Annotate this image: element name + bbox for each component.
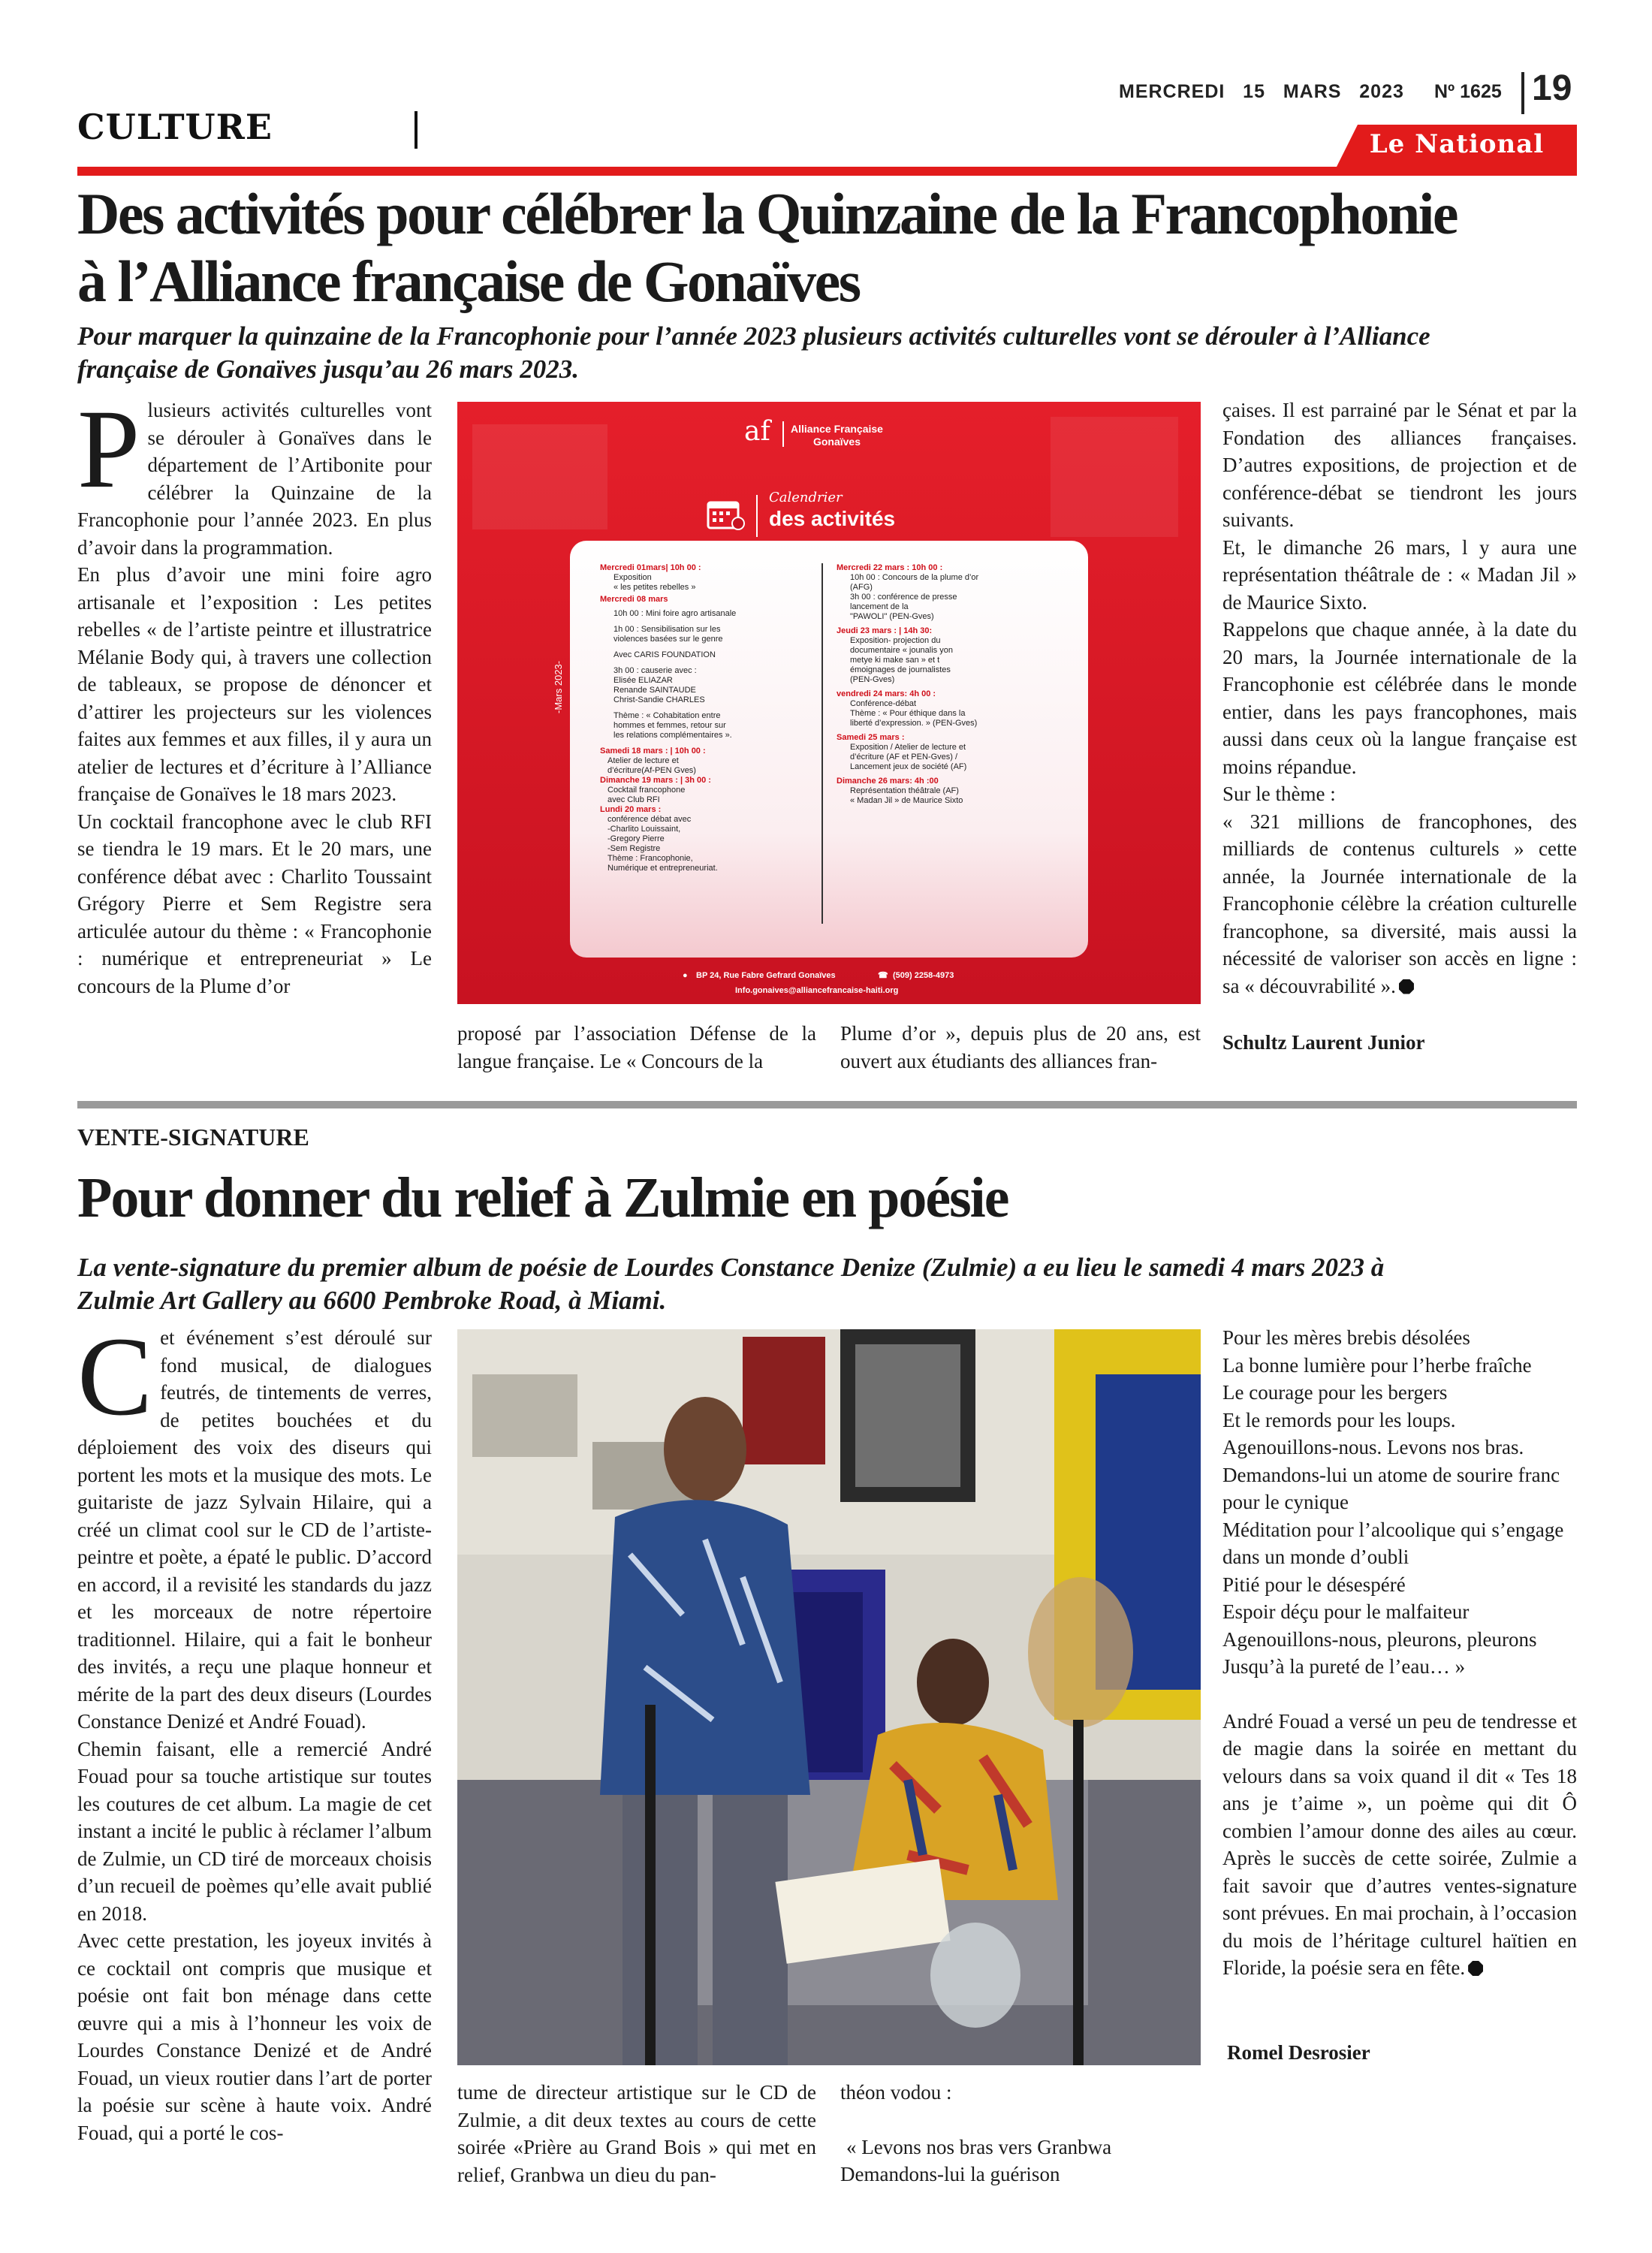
calendar-title: des activités bbox=[769, 507, 896, 530]
schedule-entry: vendredi 24 mars: 4h 00 : bbox=[837, 689, 936, 698]
calendar-script: Calendrier bbox=[769, 490, 843, 505]
schedule-entry: Avec CARIS FOUNDATION bbox=[613, 650, 716, 659]
logo-divider bbox=[782, 421, 784, 447]
photo-scene bbox=[457, 1329, 1201, 2065]
poster-footer bbox=[457, 967, 1201, 1004]
article1-lead-line1: Pour marquer la quinzaine de la Francophonie pour l’année 2023 plusieurs activités culturelles vont se dérouler à l’Alliance bbox=[77, 321, 1430, 351]
schedule-entry: Mercredi 22 mars : 10h 00 : bbox=[837, 563, 943, 572]
page-number: 19 bbox=[1532, 68, 1572, 108]
schedule-entry: Dimanche 19 mars : | 3h 00 : bbox=[600, 776, 711, 785]
article1-col3: Plume d’or », depuis plus de 20 ans, est ouvert aux étudiants des alliances fran- bbox=[840, 1022, 1201, 1072]
end-mark-icon bbox=[1399, 979, 1414, 994]
article2-kicker: VENTE-SIGNATURE bbox=[77, 1123, 309, 1151]
schedule-entry: 1h 00 : Sensibilisation sur les violences basées sur le genre bbox=[613, 625, 723, 644]
article2-lead bbox=[77, 1251, 1579, 1317]
article2-col3-l1: théon vodou : bbox=[840, 2081, 952, 2104]
schedule-entry: Représentation théâtrale (AF) « Madan Jil » de Maurice Sixto bbox=[850, 786, 963, 805]
poem-line: Méditation pour l’alcoolique qui s’engage dans un monde d’oubli bbox=[1222, 1518, 1564, 1568]
event-poster-image bbox=[457, 402, 1201, 1004]
phone-icon: ☎ bbox=[878, 971, 888, 980]
poem-line: Et le remords pour les loups. bbox=[1222, 1408, 1456, 1431]
article2-col3-l3: Demandons-lui la guérison bbox=[840, 2163, 1060, 2185]
section-rule bbox=[77, 1101, 1577, 1108]
article2-col4 bbox=[1222, 1324, 1577, 1982]
brand-name: Le National bbox=[1369, 129, 1545, 159]
article1-lead-line2: française de Gonaïves jusqu’au 26 mars 2023. bbox=[77, 354, 579, 384]
article1-col1-p2: En plus d’avoir une mini foire agro artisanale et l’exposition : Les petites rebelles « de l’artiste peintre et illustratrice Mélanie Body qui, à travers une collection de tableaux, se propose de dénoncer et d’attirer les projecteurs sur les violences faites aux femmes et aux filles, il y aura un atelier de lectures et d’écriture à l’Alliance française de Gonaïves le 18 mars 2023. bbox=[77, 563, 432, 805]
article1-col4-p4: Sur le thème : bbox=[1222, 783, 1336, 805]
article1-col1 bbox=[77, 397, 432, 1057]
schedule-entry: Jeudi 23 mars : | 14h 30: bbox=[837, 626, 933, 635]
poem-line: Agenouillons-nous. Levons nos bras. bbox=[1222, 1436, 1524, 1458]
article2-col4-p2: André Fouad a versé un peu de tendresse et de magie dans la soirée en mettant du velours dans sa voix quand il dit « Tes 18 ans je t’aime », un poème qui dit Ô combien l’amour donne des ailes au cœur. Après le succès de cette soirée, Zulmie a fait savoir que d’autres ventes-signature sont prévues. En mai prochain, à l’occasion du mois de l’héritage culturel haïtien en Floride, la poésie sera en fête. bbox=[1222, 1709, 1577, 1979]
schedule-entry: Exposition / Atelier de lecture et d’écriture (AF et PEN-Gves) / Lancement jeux de société (AF) bbox=[850, 743, 967, 771]
poem-line: Jusqu’à la pureté de l’eau… » bbox=[1222, 1655, 1466, 1678]
vente-signature-photo bbox=[457, 1329, 1201, 2065]
schedule-entry: Dimanche 26 mars: 4h :00 bbox=[837, 777, 939, 786]
article2-col1-p1: et événement s’est déroulé sur fond musical, de dialogues feutrés, de tintements de verres, de petites bouchées et du déploiement des voix des diseurs qui portent les mots et la musique des mots. Le guitariste de jazz Sylvain Hilaire, qui a créé un climat cool sur le CD de l’artiste-peintre et poète, a épaté le public. D’accord en accord, il a revisité les standards du jazz et les morceaux de notre répertoire traditionnel. Hilaire, qui a fait le bonheur des invités, a reçu une plaque honneur et mérite de la part des deux diseurs (Lourdes Constance Denizé et André Fouad). bbox=[77, 1326, 432, 1733]
article2-lead-line1: La vente-signature du premier album de poésie de Lourdes Constance Denize (Zulmie) a eu lieu le samedi 4 mars 2023 à bbox=[77, 1253, 1385, 1282]
schedule-entry: conférence débat avec -Charlito Louissaint, -Gregory Pierre -Sem Registre Thème : Francophonie, Numérique et entrepreneuriat. bbox=[607, 815, 718, 873]
article2-col1 bbox=[77, 1324, 432, 2173]
schedule-entry: 10h 00 : Concours de la plume d’or (AFG) 3h 00 : conférence de presse lancement de la "PAWOLI" (PEN-Gves) bbox=[850, 573, 979, 621]
article1-col1-p3: Un cocktail francophone avec le club RFI se tiendra le 19 mars. Et le 20 mars, une conférence débat avec : Charlito Toussaint Grégory Pierre et Sem Registre sera articulée autour du thème : « Francophonie : numérique et entrepreneuriat » Le concours de la Plume d’or bbox=[77, 810, 432, 997]
article1-headline bbox=[77, 180, 1579, 315]
section-label: CULTURE bbox=[77, 107, 273, 147]
article1-col4 bbox=[1222, 397, 1577, 1000]
article1-lead bbox=[77, 320, 1579, 386]
title-divider bbox=[756, 495, 758, 537]
schedule-entry: Mercredi 08 mars bbox=[600, 595, 668, 604]
article2-col3-l2: « Levons nos bras vers Granbwa bbox=[846, 2135, 1112, 2158]
article2-lead-line2: Zulmie Art Gallery au 6600 Pembroke Road, à Miami. bbox=[77, 1286, 667, 1315]
header-divider bbox=[1521, 72, 1524, 114]
article1-col4-p3: Rappelons que chaque année, à la date du 20 mars, la Journée internationale de la Francophonie est célébrée dans le monde entier, dans les pays francophones, mais aussi dans ceux où la langue française est moins répandue. bbox=[1222, 618, 1577, 778]
calendar-icon bbox=[705, 498, 746, 531]
map-pin-icon: ● bbox=[683, 971, 688, 980]
header-rule bbox=[77, 167, 1577, 176]
article2-headline: Pour donner du relief à Zulmie en poésie bbox=[77, 1166, 1008, 1229]
article1-col2: proposé par l’association Défense de la langue française. Le « Concours de la bbox=[457, 1022, 816, 1072]
end-mark-icon bbox=[1468, 1961, 1483, 1976]
article2-col2: tume de directeur artistique sur le CD de Zulmie, a dit deux textes au cours de cette soirée «Prière au Grand Bois » qui met en relief, Granbwa un dieu du pan- bbox=[457, 2081, 816, 2186]
article1-col1-p1: lusieurs activités culturelles vont se dérouler à Gonaïves dans le département de l’Artibonite pour célébrer la Quinzaine de la Francophonie pour l’année 2023. En plus d’avoir dans la programmation. bbox=[77, 399, 432, 559]
article2-col3 bbox=[840, 2079, 1201, 2188]
poem-line: Le courage pour les bergers bbox=[1222, 1381, 1448, 1404]
poem-line: Agenouillons-nous, pleurons, pleurons bbox=[1222, 1627, 1537, 1651]
article1-col4-p2: Et, le dimanche 26 mars, l y aura une représentation théâtrale de : « Madan Jil » de Maurice Sixto. bbox=[1222, 535, 1577, 614]
schedule-entry: Samedi 18 mars : | 10h 00 : bbox=[600, 746, 706, 756]
issue-date: MERCREDI 15 MARS 2023 bbox=[1119, 81, 1404, 102]
schedule-entry: Conférence-débat Thème : « Pour éthique dans la liberté d’expression. » (PEN-Gves) bbox=[850, 699, 978, 728]
af-logo: af bbox=[744, 416, 770, 447]
article1-headline-line2: à l’Alliance française de Gonaïves bbox=[77, 249, 860, 314]
schedule-entry: Mercredi 01mars| 10h 00 : bbox=[600, 563, 701, 572]
schedule-entry: Thème : « Cohabitation entre hommes et femmes, retour sur les relations complémentaires ». bbox=[613, 711, 732, 740]
dropcap: P bbox=[77, 397, 140, 511]
schedule-entry: Atelier de lecture et d’écriture(Af-PEN Gves) bbox=[607, 756, 696, 775]
issue-number: Nº 1625 bbox=[1434, 81, 1502, 102]
article1-byline: Schultz Laurent Junior bbox=[1222, 1031, 1425, 1054]
schedule-entry: Samedi 25 mars : bbox=[837, 733, 905, 742]
article1-col4-p5: « 321 millions de francophones, des milliards de contenus culturels » cette année, la Journée internationale de la Francophonie célèbre la création culturelle francophone, sa diversité, mais aussi la nécessité de valoriser son accès en ligne : sa « découvrabilité ». bbox=[1222, 810, 1577, 997]
schedule-left bbox=[600, 563, 795, 873]
schedule-divider bbox=[821, 563, 823, 924]
poster-phone: (509) 2258-4973 bbox=[893, 971, 954, 980]
schedule-card bbox=[553, 541, 1088, 958]
poster-address: BP 24, Rue Fabre Gefrard Gonaïves bbox=[696, 971, 836, 980]
schedule-entry: Exposition- projection du documentaire « jounalis yon metye ki make san » et t émoignages de journalistes (PEN-Gves) bbox=[850, 636, 953, 684]
schedule-right bbox=[837, 563, 1062, 806]
section-divider bbox=[415, 111, 418, 149]
poster-org: Alliance Française Gonaïves bbox=[791, 423, 883, 448]
article2-byline: Romel Desrosier bbox=[1227, 2041, 1370, 2064]
poem-line: La bonne lumière pour l’herbe fraîche bbox=[1222, 1353, 1532, 1377]
schedule-entry: 10h 00 : Mini foire agro artisanale bbox=[613, 609, 737, 618]
dropcap: C bbox=[77, 1324, 153, 1439]
schedule-entry: 3h 00 : causerie avec : Elisée ELIAZAR Renande SAINTAUDE Christ-Sandie CHARLES bbox=[613, 666, 705, 704]
schedule-entry: Lundi 20 mars : bbox=[600, 805, 662, 814]
side-label: -Mars 2023- bbox=[553, 660, 564, 713]
poem-line: Pitié pour le désespéré bbox=[1222, 1573, 1406, 1596]
article2-col1-p2: Chemin faisant, elle a remercié André Fouad pour sa touche artistique sur toutes les coutures de cet album. La magie de cet instant a incité le public à réclamer l’album de Zulmie, un CD tiré de morceaux choisis d’un recueil de poèmes qu’elle avait publié en 2018. bbox=[77, 1737, 432, 1925]
article1-headline-line1: Des activités pour célébrer la Quinzaine de la Francophonie bbox=[77, 181, 1458, 246]
schedule-entry: Exposition « les petites rebelles » bbox=[613, 573, 696, 592]
poem-line: Espoir déçu pour le malfaiteur bbox=[1222, 1600, 1470, 1623]
poem-line: Demandons-lui un atome de sourire franc pour le cynique bbox=[1222, 1463, 1560, 1513]
schedule-entry: Cocktail francophone avec Club RFI bbox=[607, 786, 686, 804]
poster-email: Info.gonaives@alliancefrancaise-haiti.org bbox=[735, 986, 899, 995]
article2-col1-p3: Avec cette prestation, les joyeux invités à ce cocktail ont compris que musique et poésie ont fait bon ménage dans cette œuvre qui a mis à l’honneur les voix de Lourdes Constance Denizé et de André Fouad, un vieux routier dans l’art de porter la poésie sur scène à haute voix. André Fouad, qui a porté le cos- bbox=[77, 1929, 432, 2144]
poem-line: Pour les mères brebis désolées bbox=[1222, 1326, 1470, 1349]
article1-col4-p1: çaises. Il est parrainé par le Sénat et par la Fondation des alliances françaises. D’autres expositions, de projection et de conférence-débat se tiendront les jours suivants. bbox=[1222, 399, 1577, 531]
